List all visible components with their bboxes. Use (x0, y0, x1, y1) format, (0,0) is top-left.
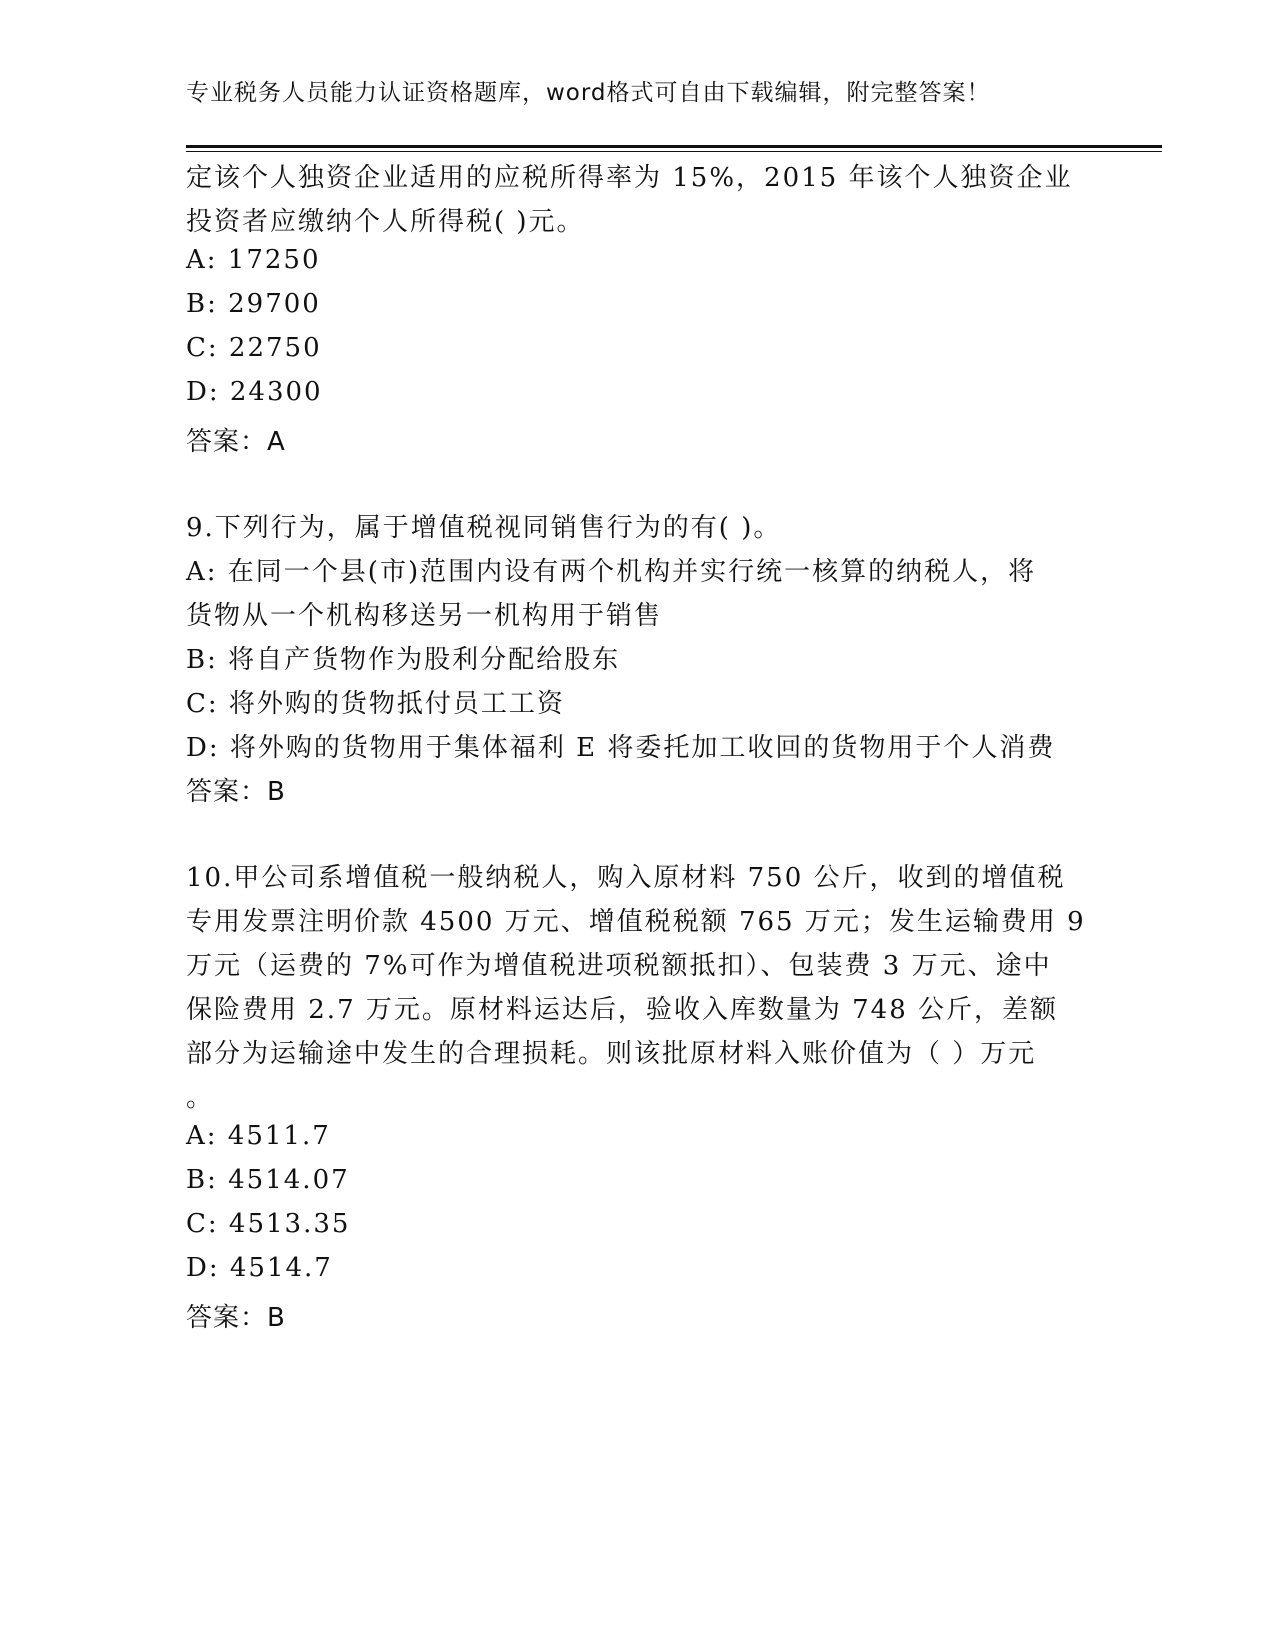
q10-stem-line-2: 专用发票注明价款 4500 万元、增值税税额 765 万元；发生运输费用 9 (186, 907, 1086, 937)
q9-option-c: C: 将外购的货物抵付员工工资 (186, 689, 565, 719)
q10-stem-line-3: 万元（运费的 7%可作为增值税进项税额抵扣）、包装费 3 万元、途中 (186, 951, 1052, 981)
q9-option-b: B: 将自产货物作为股利分配给股东 (186, 645, 621, 675)
q8-option-a: A: 17250 (186, 245, 321, 275)
q9-option-a-line-1: A: 在同一个县(市)范围内设有两个机构并实行统一核算的纳税人，将 (186, 557, 1037, 587)
page-header: 专业税务人员能力认证资格题库，word格式可自由下载编辑，附完整答案！ (186, 80, 991, 106)
q10-option-d: D: 4514.7 (186, 1253, 333, 1283)
q9-answer: 答案：B (186, 777, 286, 807)
q8-option-c: C: 22750 (186, 333, 322, 363)
q10-stem-line-4: 保险费用 2.7 万元。原材料运达后，验收入库数量为 748 公斤，差额 (186, 995, 1059, 1025)
header-rule-thin (186, 151, 1162, 152)
q8-stem-line-1: 定该个人独资企业适用的应税所得率为 15%，2015 年该个人独资企业 (186, 163, 1073, 193)
q8-option-d: D: 24300 (186, 377, 323, 407)
q8-stem-line-2: 投资者应缴纳个人所得税( )元。 (186, 207, 585, 237)
q10-option-b: B: 4514.07 (186, 1165, 350, 1195)
header-rule-thick (186, 145, 1162, 148)
q9-option-d: D: 将外购的货物用于集体福利 E 将委托加工收回的货物用于个人消费 (186, 733, 1056, 763)
q8-option-b: B: 29700 (186, 289, 321, 319)
q10-stem-line-6: 。 (186, 1083, 215, 1113)
q9-option-a-line-2: 货物从一个机构移送另一机构用于销售 (186, 601, 663, 631)
q10-option-c: C: 4513.35 (186, 1209, 351, 1239)
q10-stem-line-1: 10.甲公司系增值税一般纳税人，购入原材料 750 公斤，收到的增值税 (186, 863, 1066, 893)
q10-answer: 答案：B (186, 1303, 286, 1333)
q10-option-a: A: 4511.7 (186, 1121, 331, 1151)
q10-stem-line-5: 部分为运输途中发生的合理损耗。则该批原材料入账价值为（ ）万元 (186, 1039, 1037, 1069)
q8-answer: 答案：A (186, 427, 286, 457)
q9-stem: 9.下列行为，属于增值税视同销售行为的有( )。 (186, 513, 782, 543)
